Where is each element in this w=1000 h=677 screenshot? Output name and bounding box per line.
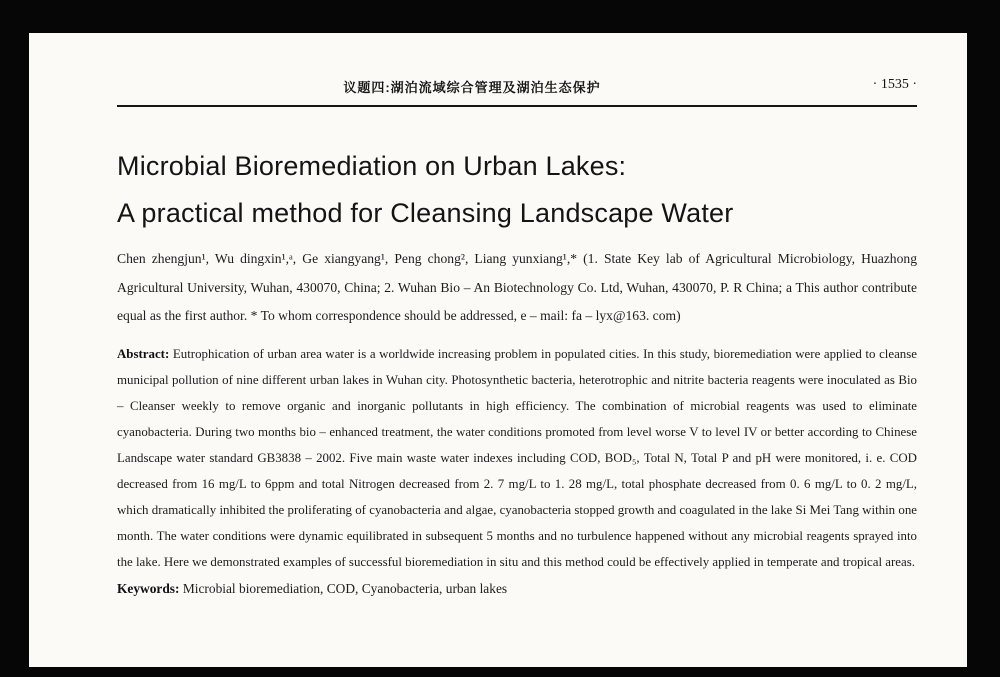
- keywords-text: Microbial bioremediation, COD, Cyanobacteria, urban lakes: [182, 580, 508, 596]
- running-header: [117, 77, 917, 95]
- header-divider-rule: [117, 105, 917, 107]
- scanned-paper-page: [29, 33, 967, 667]
- page-content: [117, 33, 917, 599]
- header-page-number: · 1535 ·: [872, 77, 917, 92]
- paper-title-line1: Microbial Bioremediation on Urban Lakes:: [117, 151, 627, 181]
- paper-title-line2: A practical method for Cleansing Landscape Water: [117, 198, 734, 228]
- keywords-section: [117, 578, 917, 599]
- abstract-section: [117, 341, 917, 575]
- abstract-label: Abstract:: [117, 346, 170, 361]
- abstract-text: Eutrophication of urban area water is a worldwide increasing problem in populated cities. In this study, bioremediation were applied to cleanse municipal pollution of nine different urban lakes in Wuhan city. Photosynthetic bacteria, heterotrophic and nitrite bacteria reagents were inoculated as Bio – Cleanser weekly to remove organic and inorganic pollutants in high efficiency. The combination of microbial reagents was used to eliminate cyanobacteria. During two months bio – enhanced treatment, the water conditions promoted from level worse V to level IV or better according to Chinese Landscape water standard GB3838 – 2002. Five main waste water indexes including COD, BOD₅, Total N, Total P and pH were monitored, i. e. COD decreased from 16 mg/L to 6ppm and total Nitrogen decreased from 2. 7 mg/L to 1. 28 mg/L, total phosphate decreased from 0. 6 mg/L to 0. 2 mg/L, which dramatically inhibited the proliferating of cyanobacteria and algae, cyanobacteria stopped growth and coagulated in the lake Si Mei Tang within one month. The water conditions were dynamic equilibrated in subsequent 5 months and no turbulence happened without any microbial reagents sprayed into the lake. Here we demonstrated examples of successful bioremediation in situ and this method could be effectively applied in temperate and tropical areas.: [117, 346, 917, 569]
- keywords-label: Keywords:: [117, 580, 180, 596]
- paper-title: [117, 143, 917, 237]
- header-session-title: 议题四:湖泊流域综合管理及湖泊生态保护: [343, 80, 601, 95]
- authors-and-affiliations: Chen zhengjun¹, Wu dingxin¹,ᵃ, Ge xiangyang¹, Peng chong², Liang yunxiang¹,* (1. State Key lab of Agricultural Microbiology, Huazhong Agricultural University, Wuhan, 430070, China; 2. Wuhan Bio – An Biotechnology Co. Ltd, Wuhan, 430070, P. R China; a This author contribute equal as the first author. * To whom correspondence should be addressed, e – mail: fa – lyx@163. com): [117, 251, 917, 323]
